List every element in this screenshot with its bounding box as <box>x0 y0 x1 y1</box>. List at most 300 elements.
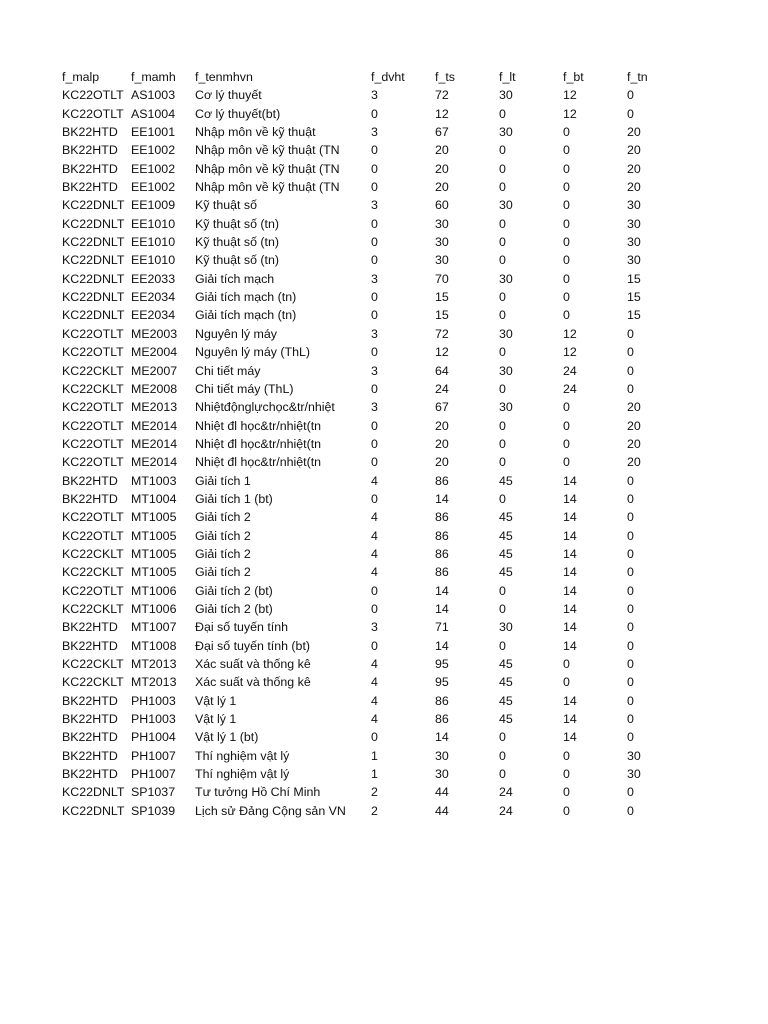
cell-mamh: ME2003 <box>131 326 178 341</box>
cell-dvht: 0 <box>371 455 378 470</box>
table-row <box>62 453 667 471</box>
table-row <box>62 618 667 636</box>
table-row <box>62 417 667 435</box>
cell-tenmhvn: Đại số tuyến tính (bt) <box>195 638 311 653</box>
cell-malp: KC22DNLT <box>62 290 125 305</box>
table-row <box>62 435 667 453</box>
cell-tenmhvn: Nhập môn về kỹ thuật <box>195 125 316 140</box>
cell-mamh: MT1006 <box>131 583 177 598</box>
cell-tenmhvn: Kỹ thuật số (tn) <box>195 235 280 250</box>
cell-tn: 0 <box>627 601 634 616</box>
cell-tenmhvn: Chi tiết máy (ThL) <box>195 381 294 396</box>
cell-dvht: 4 <box>371 693 378 708</box>
cell-bt: 0 <box>563 253 570 268</box>
cell-malp: BK22HTD <box>62 161 118 176</box>
table-row <box>62 233 667 251</box>
cell-tenmhvn: Nhiệtđộnglựchọc&tr/nhiệt <box>195 400 335 415</box>
table-row <box>62 141 667 159</box>
cell-lt: 30 <box>499 88 513 103</box>
cell-ts: 86 <box>435 546 449 561</box>
cell-dvht: 3 <box>371 326 378 341</box>
cell-ts: 44 <box>435 785 449 800</box>
cell-lt: 0 <box>499 290 506 305</box>
cell-tn: 30 <box>627 748 641 763</box>
cell-malp: KC22CKLT <box>62 565 124 580</box>
cell-malp: KC22CKLT <box>62 675 124 690</box>
cell-lt: 45 <box>499 712 513 727</box>
cell-malp: KC22CKLT <box>62 381 124 396</box>
cell-malp: BK22HTD <box>62 491 118 506</box>
cell-dvht: 4 <box>371 546 378 561</box>
cell-malp: BK22HTD <box>62 473 118 488</box>
cell-tenmhvn: Kỹ thuật số (tn) <box>195 253 280 268</box>
cell-malp: KC22OTLT <box>62 326 124 341</box>
cell-ts: 67 <box>435 125 449 140</box>
table-row <box>62 380 667 398</box>
cell-lt: 0 <box>499 491 506 506</box>
cell-tenmhvn: Cơ lý thuyết <box>195 88 262 103</box>
cell-bt: 14 <box>563 473 577 488</box>
cell-dvht: 4 <box>371 565 378 580</box>
cell-tn: 20 <box>627 455 641 470</box>
cell-malp: KC22OTLT <box>62 528 124 543</box>
cell-malp: KC22CKLT <box>62 363 124 378</box>
cell-tn: 0 <box>627 491 634 506</box>
cell-ts: 14 <box>435 583 449 598</box>
cell-dvht: 0 <box>371 161 378 176</box>
cell-malp: BK22HTD <box>62 638 118 653</box>
cell-ts: 24 <box>435 381 449 396</box>
cell-mamh: EE1001 <box>131 125 176 140</box>
cell-dvht: 0 <box>371 436 378 451</box>
cell-ts: 30 <box>435 767 449 782</box>
cell-lt: 45 <box>499 675 513 690</box>
cell-tn: 0 <box>627 638 634 653</box>
cell-tn: 0 <box>627 620 634 635</box>
cell-mamh: MT1005 <box>131 565 177 580</box>
cell-tn: 20 <box>627 400 641 415</box>
cell-tn: 0 <box>627 510 634 525</box>
cell-mamh: PH1003 <box>131 693 176 708</box>
cell-bt: 0 <box>563 418 570 433</box>
cell-lt: 45 <box>499 546 513 561</box>
cell-bt: 0 <box>563 785 570 800</box>
cell-bt: 0 <box>563 216 570 231</box>
cell-tenmhvn: Kỹ thuật số (tn) <box>195 216 280 231</box>
cell-tn: 0 <box>627 106 634 121</box>
cell-lt: 30 <box>499 271 513 286</box>
cell-tenmhvn: Thí nghiệm vật lý <box>195 767 290 782</box>
table-row <box>62 563 667 581</box>
table-row <box>62 710 667 728</box>
column-header-f-dvht: f_dvht <box>371 70 405 84</box>
table-row <box>62 545 667 563</box>
cell-lt: 0 <box>499 216 506 231</box>
cell-dvht: 0 <box>371 253 378 268</box>
cell-malp: KC22DNLT <box>62 803 125 818</box>
cell-lt: 30 <box>499 326 513 341</box>
cell-malp: BK22HTD <box>62 693 118 708</box>
cell-bt: 12 <box>563 345 577 360</box>
cell-bt: 0 <box>563 290 570 305</box>
cell-ts: 95 <box>435 657 449 671</box>
cell-dvht: 0 <box>371 601 378 616</box>
cell-malp: BK22HTD <box>62 767 118 782</box>
cell-mamh: SP1039 <box>131 803 176 818</box>
cell-dvht: 0 <box>371 143 378 158</box>
cell-mamh: EE1010 <box>131 253 176 268</box>
cell-bt: 0 <box>563 436 570 451</box>
cell-bt: 14 <box>563 693 577 708</box>
cell-lt: 0 <box>499 730 506 745</box>
cell-tn: 20 <box>627 143 641 158</box>
table-row <box>62 673 667 691</box>
header-row <box>62 68 667 86</box>
cell-ts: 70 <box>435 271 449 286</box>
cell-dvht: 4 <box>371 657 378 671</box>
cell-lt: 30 <box>499 620 513 635</box>
cell-ts: 67 <box>435 400 449 415</box>
cell-bt: 12 <box>563 106 577 121</box>
cell-mamh: EE1002 <box>131 180 176 195</box>
cell-tenmhvn: Giải tích 2 <box>195 546 251 561</box>
cell-lt: 0 <box>499 253 506 268</box>
cell-tenmhvn: Nhiệt đl học&tr/nhiệt(tn <box>195 455 322 470</box>
cell-dvht: 0 <box>371 216 378 231</box>
cell-lt: 0 <box>499 161 506 176</box>
table-row <box>62 637 667 655</box>
cell-tn: 0 <box>627 730 634 745</box>
cell-ts: 44 <box>435 803 449 818</box>
cell-bt: 0 <box>563 657 570 671</box>
cell-bt: 0 <box>563 767 570 782</box>
cell-bt: 14 <box>563 601 577 616</box>
cell-tn: 0 <box>627 528 634 543</box>
cell-malp: KC22OTLT <box>62 455 124 470</box>
cell-tenmhvn: Xác suất và thống kê <box>195 657 311 671</box>
table-row <box>62 178 667 196</box>
cell-lt: 0 <box>499 106 506 121</box>
table-row <box>62 362 667 380</box>
cell-ts: 20 <box>435 143 449 158</box>
cell-mamh: EE1010 <box>131 235 176 250</box>
cell-mamh: EE2034 <box>131 290 176 305</box>
cell-ts: 64 <box>435 363 449 378</box>
cell-malp: KC22DNLT <box>62 253 125 268</box>
cell-mamh: ME2014 <box>131 418 178 433</box>
cell-malp: BK22HTD <box>62 730 118 745</box>
cell-dvht: 4 <box>371 712 378 727</box>
table-row <box>62 306 667 324</box>
cell-tenmhvn: Nhiệt đl học&tr/nhiệt(tn <box>195 436 322 451</box>
cell-dvht: 3 <box>371 271 378 286</box>
cell-mamh: ME2014 <box>131 455 178 470</box>
table-row <box>62 692 667 710</box>
cell-malp: BK22HTD <box>62 125 118 140</box>
cell-tenmhvn: Xác suất và thống kê <box>195 675 311 690</box>
cell-dvht: 0 <box>371 638 378 653</box>
cell-dvht: 3 <box>371 400 378 415</box>
cell-ts: 20 <box>435 161 449 176</box>
table-row <box>62 196 667 214</box>
column-header-f-bt: f_bt <box>563 70 584 84</box>
cell-malp: KC22OTLT <box>62 345 124 360</box>
cell-mamh: EE2033 <box>131 271 176 286</box>
cell-ts: 12 <box>435 345 449 360</box>
table-row <box>62 802 667 820</box>
cell-mamh: ME2008 <box>131 381 178 396</box>
cell-ts: 71 <box>435 620 449 635</box>
cell-ts: 86 <box>435 693 449 708</box>
cell-malp: BK22HTD <box>62 712 118 727</box>
table-row <box>62 325 667 343</box>
cell-dvht: 3 <box>371 88 378 103</box>
cell-dvht: 3 <box>371 125 378 140</box>
cell-tenmhvn: Nguyên lý máy <box>195 326 277 341</box>
column-header-f-tn: f_tn <box>627 70 648 84</box>
cell-dvht: 2 <box>371 785 378 800</box>
cell-mamh: ME2004 <box>131 345 178 360</box>
cell-tenmhvn: Giải tích 2 (bt) <box>195 583 273 598</box>
cell-ts: 14 <box>435 730 449 745</box>
cell-mamh: MT1005 <box>131 528 177 543</box>
cell-ts: 86 <box>435 473 449 488</box>
cell-tn: 15 <box>627 290 641 305</box>
cell-bt: 14 <box>563 620 577 635</box>
cell-bt: 14 <box>563 638 577 653</box>
table-row <box>62 343 667 361</box>
cell-lt: 45 <box>499 473 513 488</box>
cell-dvht: 0 <box>371 583 378 598</box>
cell-lt: 0 <box>499 638 506 653</box>
cell-ts: 15 <box>435 290 449 305</box>
cell-malp: KC22CKLT <box>62 657 124 671</box>
column-header-f-tenmhvn: f_tenmhvn <box>195 70 253 84</box>
cell-bt: 12 <box>563 326 577 341</box>
cell-ts: 20 <box>435 180 449 195</box>
cell-malp: KC22DNLT <box>62 216 125 231</box>
cell-malp: KC22CKLT <box>62 601 124 616</box>
cell-mamh: EE2034 <box>131 308 176 323</box>
table-row <box>62 105 667 123</box>
cell-lt: 0 <box>499 308 506 323</box>
cell-tenmhvn: Vật lý 1 <box>195 693 237 708</box>
cell-mamh: EE1002 <box>131 143 176 158</box>
table-body <box>62 86 667 820</box>
cell-mamh: ME2007 <box>131 363 178 378</box>
cell-malp: KC22OTLT <box>62 418 124 433</box>
cell-tn: 0 <box>627 693 634 708</box>
cell-tenmhvn: Nguyên lý máy (ThL) <box>195 345 310 360</box>
cell-tenmhvn: Nhiệt đl học&tr/nhiệt(tn <box>195 418 322 433</box>
cell-ts: 72 <box>435 326 449 341</box>
cell-lt: 0 <box>499 418 506 433</box>
cell-dvht: 0 <box>371 491 378 506</box>
cell-bt: 0 <box>563 803 570 818</box>
cell-tenmhvn: Giải tích 2 <box>195 528 251 543</box>
cell-tenmhvn: Giải tích 2 (bt) <box>195 601 273 616</box>
cell-ts: 30 <box>435 748 449 763</box>
cell-lt: 30 <box>499 363 513 378</box>
cell-bt: 14 <box>563 528 577 543</box>
cell-tn: 30 <box>627 198 641 213</box>
cell-lt: 30 <box>499 198 513 213</box>
cell-dvht: 0 <box>371 730 378 745</box>
cell-bt: 0 <box>563 235 570 250</box>
cell-mamh: MT1005 <box>131 510 177 525</box>
cell-tenmhvn: Giải tích mạch <box>195 271 275 286</box>
cell-mamh: MT1004 <box>131 491 177 506</box>
cell-lt: 0 <box>499 235 506 250</box>
table-row <box>62 728 667 746</box>
cell-tn: 0 <box>627 657 634 671</box>
cell-bt: 14 <box>563 712 577 727</box>
cell-tn: 0 <box>627 583 634 598</box>
cell-tenmhvn: Thí nghiệm vật lý <box>195 748 290 763</box>
cell-ts: 14 <box>435 601 449 616</box>
cell-malp: KC22DNLT <box>62 308 125 323</box>
cell-ts: 20 <box>435 418 449 433</box>
cell-tenmhvn: Vật lý 1 (bt) <box>195 730 259 745</box>
cell-tn: 0 <box>627 345 634 360</box>
cell-dvht: 3 <box>371 363 378 378</box>
table-row <box>62 527 667 545</box>
course-table <box>62 68 667 820</box>
cell-lt: 0 <box>499 436 506 451</box>
cell-bt: 0 <box>563 308 570 323</box>
table-row <box>62 86 667 104</box>
cell-tn: 20 <box>627 161 641 176</box>
cell-bt: 0 <box>563 125 570 140</box>
cell-ts: 95 <box>435 675 449 690</box>
cell-tenmhvn: Lịch sử Đảng Cộng sản VN <box>195 803 346 818</box>
cell-mamh: MT1005 <box>131 546 177 561</box>
cell-ts: 15 <box>435 308 449 323</box>
cell-dvht: 1 <box>371 767 378 782</box>
cell-malp: KC22DNLT <box>62 271 125 286</box>
column-header-f-mamh: f_mamh <box>131 70 176 84</box>
cell-bt: 14 <box>563 510 577 525</box>
table-row <box>62 398 667 416</box>
cell-malp: BK22HTD <box>62 620 118 635</box>
cell-tn: 0 <box>627 803 634 818</box>
cell-dvht: 2 <box>371 803 378 818</box>
cell-lt: 0 <box>499 748 506 763</box>
cell-dvht: 0 <box>371 381 378 396</box>
cell-bt: 0 <box>563 161 570 176</box>
cell-tenmhvn: Giải tích 2 <box>195 510 251 525</box>
cell-mamh: MT1008 <box>131 638 177 653</box>
cell-dvht: 0 <box>371 180 378 195</box>
cell-tn: 20 <box>627 180 641 195</box>
cell-tenmhvn: Nhập môn về kỹ thuật (TN <box>195 180 340 195</box>
cell-malp: KC22OTLT <box>62 510 124 525</box>
cell-mamh: MT2013 <box>131 657 177 671</box>
cell-bt: 14 <box>563 491 577 506</box>
cell-bt: 0 <box>563 143 570 158</box>
cell-tenmhvn: Tư tưởng Hồ Chí Minh <box>195 785 321 800</box>
cell-ts: 30 <box>435 253 449 268</box>
cell-malp: KC22CKLT <box>62 546 124 561</box>
cell-bt: 24 <box>563 381 577 396</box>
cell-tn: 0 <box>627 565 634 580</box>
table-row <box>62 747 667 765</box>
cell-ts: 14 <box>435 491 449 506</box>
cell-mamh: ME2013 <box>131 400 178 415</box>
cell-ts: 12 <box>435 106 449 121</box>
cell-lt: 0 <box>499 601 506 616</box>
cell-ts: 30 <box>435 216 449 231</box>
cell-tenmhvn: Đại số tuyến tính <box>195 620 288 635</box>
cell-ts: 20 <box>435 436 449 451</box>
cell-tn: 0 <box>627 473 634 488</box>
cell-malp: BK22HTD <box>62 143 118 158</box>
cell-bt: 0 <box>563 455 570 470</box>
cell-ts: 14 <box>435 638 449 653</box>
cell-dvht: 0 <box>371 235 378 250</box>
cell-bt: 12 <box>563 88 577 103</box>
cell-mamh: SP1037 <box>131 785 176 800</box>
cell-bt: 0 <box>563 748 570 763</box>
column-header-f-malp: f_malp <box>62 70 100 84</box>
cell-malp: KC22OTLT <box>62 400 124 415</box>
cell-mamh: PH1007 <box>131 748 176 763</box>
cell-tn: 30 <box>627 216 641 231</box>
cell-dvht: 0 <box>371 345 378 360</box>
cell-bt: 0 <box>563 400 570 415</box>
cell-tenmhvn: Chi tiết máy <box>195 363 261 378</box>
cell-tn: 15 <box>627 308 641 323</box>
table-row <box>62 783 667 801</box>
cell-mamh: MT1003 <box>131 473 177 488</box>
cell-tn: 0 <box>627 381 634 396</box>
cell-ts: 72 <box>435 88 449 103</box>
cell-bt: 24 <box>563 363 577 378</box>
cell-lt: 45 <box>499 510 513 525</box>
table-row <box>62 270 667 288</box>
cell-tn: 30 <box>627 235 641 250</box>
cell-lt: 0 <box>499 381 506 396</box>
cell-tn: 20 <box>627 436 641 451</box>
cell-ts: 86 <box>435 712 449 727</box>
column-header-f-ts: f_ts <box>435 70 455 84</box>
cell-ts: 86 <box>435 565 449 580</box>
cell-malp: KC22DNLT <box>62 198 125 213</box>
cell-tn: 20 <box>627 418 641 433</box>
cell-bt: 0 <box>563 675 570 690</box>
cell-dvht: 0 <box>371 308 378 323</box>
cell-tenmhvn: Kỹ thuật số <box>195 198 257 213</box>
cell-tn: 0 <box>627 712 634 727</box>
cell-malp: KC22OTLT <box>62 436 124 451</box>
cell-lt: 0 <box>499 180 506 195</box>
table-row <box>62 582 667 600</box>
cell-mamh: EE1010 <box>131 216 176 231</box>
cell-bt: 14 <box>563 730 577 745</box>
cell-mamh: PH1004 <box>131 730 176 745</box>
table-row <box>62 251 667 269</box>
cell-tenmhvn: Nhập môn về kỹ thuật (TN <box>195 143 340 158</box>
cell-lt: 45 <box>499 528 513 543</box>
cell-lt: 0 <box>499 583 506 598</box>
cell-ts: 86 <box>435 528 449 543</box>
cell-malp: KC22DNLT <box>62 785 125 800</box>
cell-malp: KC22OTLT <box>62 106 124 121</box>
cell-mamh: PH1007 <box>131 767 176 782</box>
cell-dvht: 0 <box>371 290 378 305</box>
cell-tn: 0 <box>627 363 634 378</box>
cell-mamh: MT1006 <box>131 601 177 616</box>
